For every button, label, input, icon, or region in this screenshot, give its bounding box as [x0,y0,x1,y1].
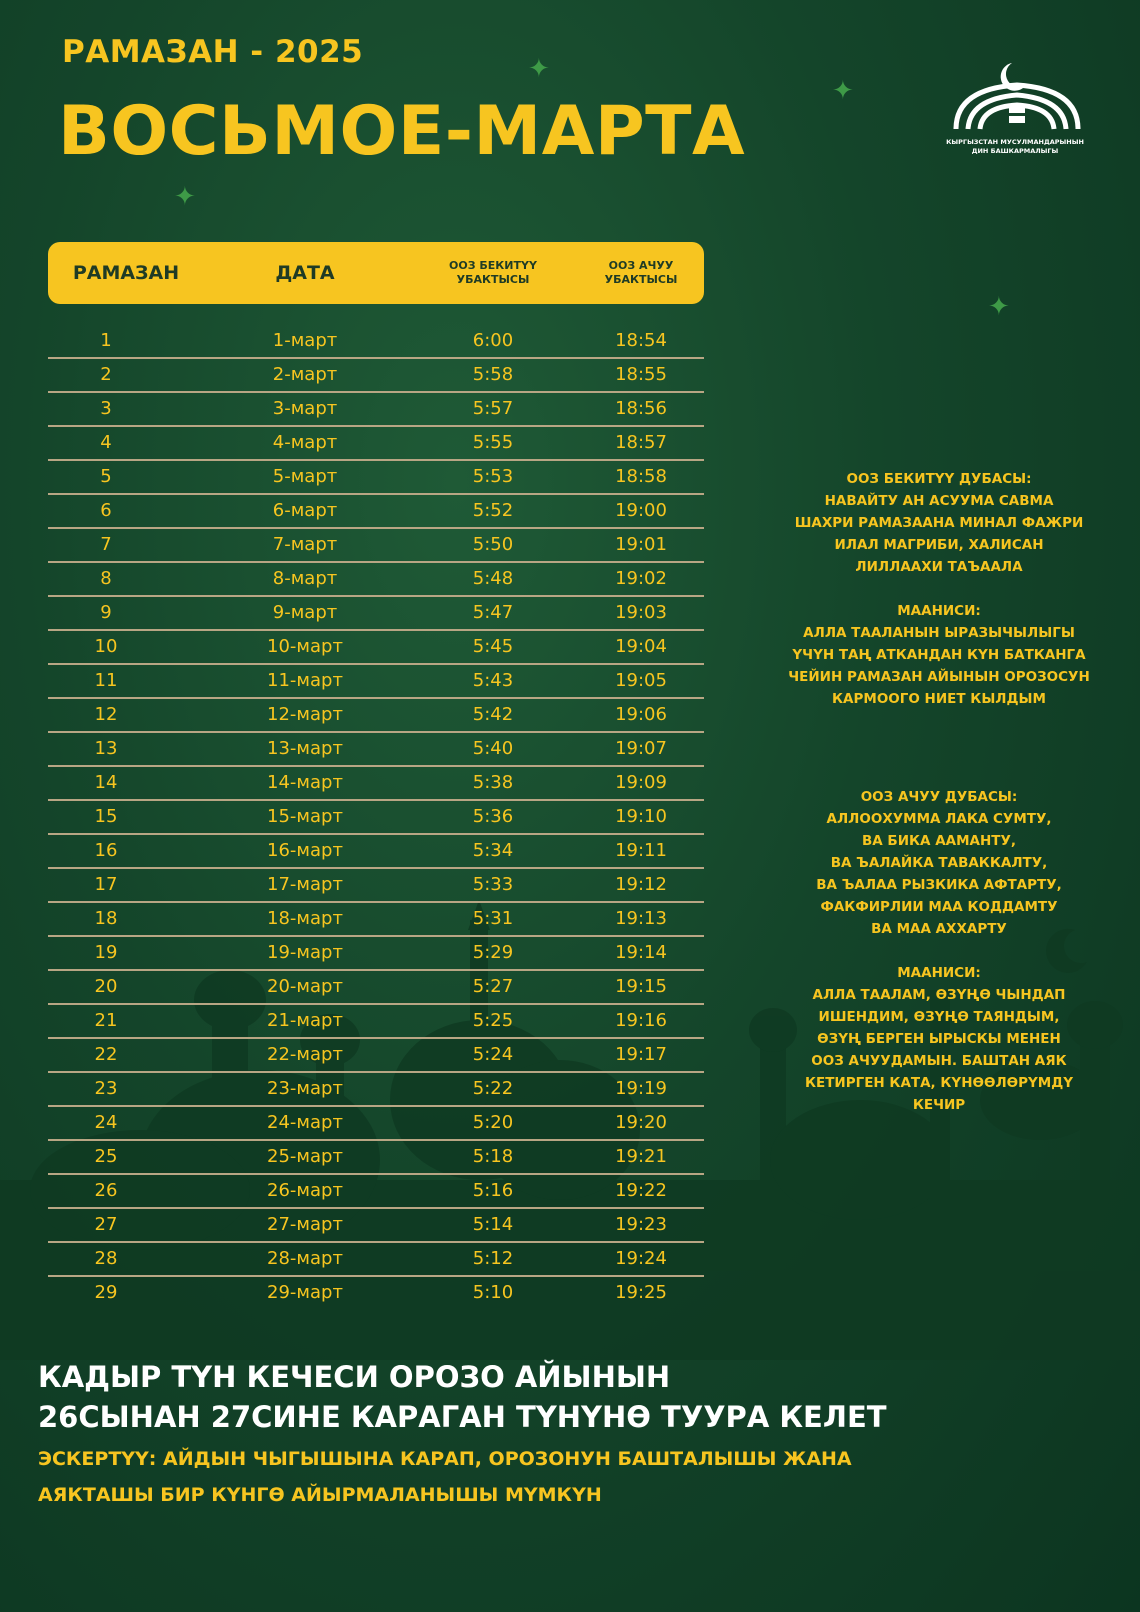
cell-suhoor-time: 5:31 [472,908,514,929]
cell-iftar-time: 19:02 [615,568,667,589]
cell-iftar-time: 19:05 [615,670,667,691]
cell-date: 8-март [272,568,338,589]
suhoor-prayer-block [784,468,1094,710]
star-icon: ✦ [832,76,854,106]
cell-day: 22 [94,1044,118,1065]
cell-suhoor-time: 5:53 [472,466,514,487]
cell-date: 2-март [272,364,338,385]
table-row [48,733,704,767]
cell-date: 10-март [267,636,343,657]
prayer-line: ШАХРИ РАМАЗААНА МИНАЛ ФАЖРИ [794,515,1084,531]
prayer-line: ЛИЛЛААХИ ТАЪААЛА [855,559,1023,575]
prayer-line: ВА ЪАЛАА РЫЗКИКА АФТАРТУ, [816,877,1062,893]
cell-day: 4 [100,432,112,453]
cell-date: 15-март [267,806,343,827]
table-row [48,1039,704,1073]
table-row [48,325,704,359]
cell-day: 29 [94,1282,118,1303]
cell-iftar-time: 19:25 [615,1282,667,1303]
cell-iftar-time: 19:20 [615,1112,667,1133]
prayer-line [784,578,1094,600]
cell-day: 8 [100,568,112,589]
schedule-table-body [48,325,704,1311]
cell-date: 14-март [267,772,343,793]
cell-day: 23 [94,1078,118,1099]
cell-date: 4-март [272,432,338,453]
cell-day: 10 [94,636,118,657]
prayer-line [784,940,1094,962]
cell-date: 19-март [267,942,343,963]
cell-suhoor-time: 5:27 [472,976,514,997]
cell-iftar-time: 19:09 [615,772,667,793]
cell-iftar-time: 18:57 [615,432,667,453]
cell-iftar-time: 18:56 [615,398,667,419]
cell-iftar-time: 19:16 [615,1010,667,1031]
table-row [48,869,704,903]
star-icon: ✦ [988,292,1010,322]
cell-day: 6 [100,500,112,521]
cell-date: 16-март [267,840,343,861]
cell-date: 17-март [267,874,343,895]
logo-caption-line2: ДИН БАШКАРМАЛЫГЫ [971,147,1059,155]
table-row [48,665,704,699]
cell-day: 2 [100,364,112,385]
table-row [48,529,704,563]
cell-day: 19 [94,942,118,963]
table-row [48,1277,704,1311]
prayer-line: АЛЛА ТААЛАМ, ӨЗҮҢӨ ЧЫНДАП [812,987,1066,1003]
cell-day: 28 [94,1248,118,1269]
cell-date: 9-март [272,602,338,623]
cell-suhoor-time: 5:42 [472,704,514,725]
cell-date: 12-март [267,704,343,725]
cell-day: 26 [94,1180,118,1201]
cell-date: 7-март [272,534,338,555]
cell-suhoor-time: 5:12 [472,1248,514,1269]
cell-iftar-time: 19:24 [615,1248,667,1269]
table-row [48,835,704,869]
prayer-line: АЛЛООХУММА ЛАКА СУМТУ, [826,811,1052,827]
column-header-suhoor-line2: УБАКТЫСЫ [456,273,530,286]
cell-day: 25 [94,1146,118,1167]
cell-iftar-time: 18:55 [615,364,667,385]
logo-caption [940,138,1090,156]
cell-day: 11 [94,670,118,691]
cell-suhoor-time: 5:16 [472,1180,514,1201]
cell-suhoor-time: 5:25 [472,1010,514,1031]
table-row [48,1175,704,1209]
table-header [48,242,704,304]
table-row [48,359,704,393]
cell-date: 11-март [267,670,343,691]
prayer-line: ӨЗҮҢ БЕРГЕН ЫРЫСКЫ МЕНЕН [817,1031,1061,1047]
table-row [48,461,704,495]
prayer-line: КЕЧИР [912,1097,966,1113]
cell-day: 13 [94,738,118,759]
cell-date: 3-март [272,398,338,419]
cell-day: 12 [94,704,118,725]
cell-date: 6-март [272,500,338,521]
table-row [48,597,704,631]
prayer-line: КЕТИРГЕН КАТА, КҮНӨӨЛӨРҮМДҮ [804,1075,1074,1091]
cell-suhoor-time: 5:57 [472,398,514,419]
prayer-line: ИЛАЛ МАГРИБИ, ХАЛИСАН [834,537,1044,553]
note-line2: АЯКТАШЫ БИР КҮНГӨ АЙЫРМАЛАНЫШЫ МҮМКҮН [38,1484,602,1506]
table-row [48,767,704,801]
cell-suhoor-time: 5:52 [472,500,514,521]
cell-day: 17 [94,874,118,895]
iftar-prayer-block [784,786,1094,1116]
cell-date: 18-март [267,908,343,929]
cell-suhoor-time: 5:47 [472,602,514,623]
table-row [48,937,704,971]
column-header-iftar [566,242,716,304]
table-row [48,1005,704,1039]
cell-date: 21-март [267,1010,343,1031]
cell-iftar-time: 19:14 [615,942,667,963]
table-row [48,1209,704,1243]
cell-date: 28-март [267,1248,343,1269]
table-row [48,971,704,1005]
prayer-line: АЛЛА ТААЛАНЫН ЫРАЗЫЧЫЛЫГЫ [803,625,1075,641]
cell-suhoor-time: 5:38 [472,772,514,793]
table-row [48,801,704,835]
column-header-iftar-line2: УБАКТЫСЫ [604,273,678,286]
cell-iftar-time: 19:13 [615,908,667,929]
prayer-line: КАРМООГО НИЕТ КЫЛДЫМ [832,691,1046,707]
table-row [48,631,704,665]
prayer-line: ҮЧҮН ТАҢ АТКАНДАН КҮН БАТКАНГА [792,647,1086,663]
cell-day: 15 [94,806,118,827]
cell-date: 25-март [267,1146,343,1167]
cell-date: 27-март [267,1214,343,1235]
cell-iftar-time: 19:23 [615,1214,667,1235]
table-row [48,427,704,461]
cell-day: 5 [100,466,112,487]
cell-suhoor-time: 5:18 [472,1146,514,1167]
table-row [48,1141,704,1175]
cell-suhoor-time: 5:50 [472,534,514,555]
column-header-date: ДАТА [275,262,335,284]
cell-date: 5-март [272,466,338,487]
prayer-line: ООЗ АЧУУДАМЫН. БАШТАН АЯК [811,1053,1067,1069]
cell-iftar-time: 19:19 [615,1078,667,1099]
cell-suhoor-time: 5:10 [472,1282,514,1303]
cell-iftar-time: 19:17 [615,1044,667,1065]
prayer-line: ВА МАА АХХАРТУ [871,921,1007,937]
cell-suhoor-time: 5:14 [472,1214,514,1235]
table-row [48,699,704,733]
cell-date: 22-март [267,1044,343,1065]
cell-date: 13-март [267,738,343,759]
cell-suhoor-time: 5:43 [472,670,514,691]
cell-iftar-time: 19:21 [615,1146,667,1167]
column-header-suhoor [418,242,568,304]
cell-iftar-time: 18:58 [615,466,667,487]
cell-suhoor-time: 5:34 [472,840,514,861]
cell-suhoor-time: 5:45 [472,636,514,657]
cell-iftar-time: 19:06 [615,704,667,725]
table-row [48,1243,704,1277]
cell-iftar-time: 19:12 [615,874,667,895]
cell-day: 27 [94,1214,118,1235]
table-row [48,1073,704,1107]
logo-caption-line1: КЫРГЫЗСТАН МУСУЛМАНДАРЫНЫН [946,138,1084,146]
cell-day: 9 [100,602,112,623]
prayer-line: ВА ЪАЛАЙКА ТАВАККАЛТУ, [830,855,1048,871]
cell-date: 23-март [267,1078,343,1099]
cell-day: 18 [94,908,118,929]
table-row [48,495,704,529]
cell-date: 1-март [272,330,338,351]
prayer-line: МААНИСИ: [897,603,981,619]
cell-date: 24-март [267,1112,343,1133]
cell-day: 24 [94,1112,118,1133]
column-header-iftar-line1: ООЗ АЧУУ [608,259,674,272]
cell-day: 1 [100,330,112,351]
column-header-suhoor-line1: ООЗ БЕКИТҮҮ [449,259,537,272]
prayer-line: НАВАЙТУ АН АСУУМА САВМА [824,493,1054,509]
cell-suhoor-time: 5:58 [472,364,514,385]
cell-suhoor-time: 5:33 [472,874,514,895]
note-line1: ЭСКЕРТҮҮ: АЙДЫН ЧЫГЫШЫНА КАРАП, ОРОЗОНУН БАШТАЛЫШЫ ЖАНА [38,1448,852,1470]
cell-day: 3 [100,398,112,419]
cell-iftar-time: 19:10 [615,806,667,827]
prayer-line: ВА БИКА ААМАНТУ, [861,833,1017,849]
prayer-line: ФАКФИРЛИИ МАА КОДДАМТУ [820,899,1058,915]
cell-suhoor-time: 5:29 [472,942,514,963]
cell-date: 26-март [267,1180,343,1201]
table-row [48,1107,704,1141]
table-row [48,563,704,597]
cell-suhoor-time: 5:22 [472,1078,514,1099]
page-subtitle: РАМАЗАН - 2025 [62,34,364,70]
cell-iftar-time: 19:22 [615,1180,667,1201]
table-row [48,393,704,427]
prayer-line: ИШЕНДИМ, ӨЗҮҢӨ ТАЯНДЫМ, [818,1009,1060,1025]
prayer-line: ЧЕЙИН РАМАЗАН АЙЫНЫН ОРОЗОСУН [788,669,1090,685]
qadr-night-line2: 26СЫНАН 27СИНЕ КАРАГАН ТҮНҮНӨ ТУУРА КЕЛЕТ [38,1400,887,1434]
cell-iftar-time: 19:15 [615,976,667,997]
cell-date: 20-март [267,976,343,997]
cell-day: 14 [94,772,118,793]
prayer-line: ООЗ АЧУУ ДУБАСЫ: [860,789,1018,805]
cell-day: 7 [100,534,112,555]
cell-suhoor-time: 5:40 [472,738,514,759]
cell-iftar-time: 18:54 [615,330,667,351]
table-row [48,903,704,937]
page-title: ВОСЬМОЕ-МАРТА [58,92,746,171]
cell-iftar-time: 19:11 [615,840,667,861]
star-icon: ✦ [528,54,550,84]
cell-iftar-time: 19:01 [615,534,667,555]
cell-day: 16 [94,840,118,861]
prayer-line: МААНИСИ: [897,965,981,981]
cell-day: 21 [94,1010,118,1031]
cell-iftar-time: 19:00 [615,500,667,521]
prayer-line: ООЗ БЕКИТҮҮ ДУБАСЫ: [846,471,1032,487]
cell-suhoor-time: 5:48 [472,568,514,589]
cell-suhoor-time: 5:20 [472,1112,514,1133]
cell-suhoor-time: 5:55 [472,432,514,453]
cell-iftar-time: 19:07 [615,738,667,759]
cell-day: 20 [94,976,118,997]
column-header-ramadan: РАМАЗАН [72,262,180,284]
star-icon: ✦ [174,182,196,212]
cell-suhoor-time: 5:36 [472,806,514,827]
cell-iftar-time: 19:04 [615,636,667,657]
cell-iftar-time: 19:03 [615,602,667,623]
cell-date: 29-март [267,1282,343,1303]
cell-suhoor-time: 6:00 [472,330,514,351]
qadr-night-line1: КАДЫР ТҮН КЕЧЕСИ ОРОЗО АЙЫНЫН [38,1360,671,1394]
cell-suhoor-time: 5:24 [472,1044,514,1065]
